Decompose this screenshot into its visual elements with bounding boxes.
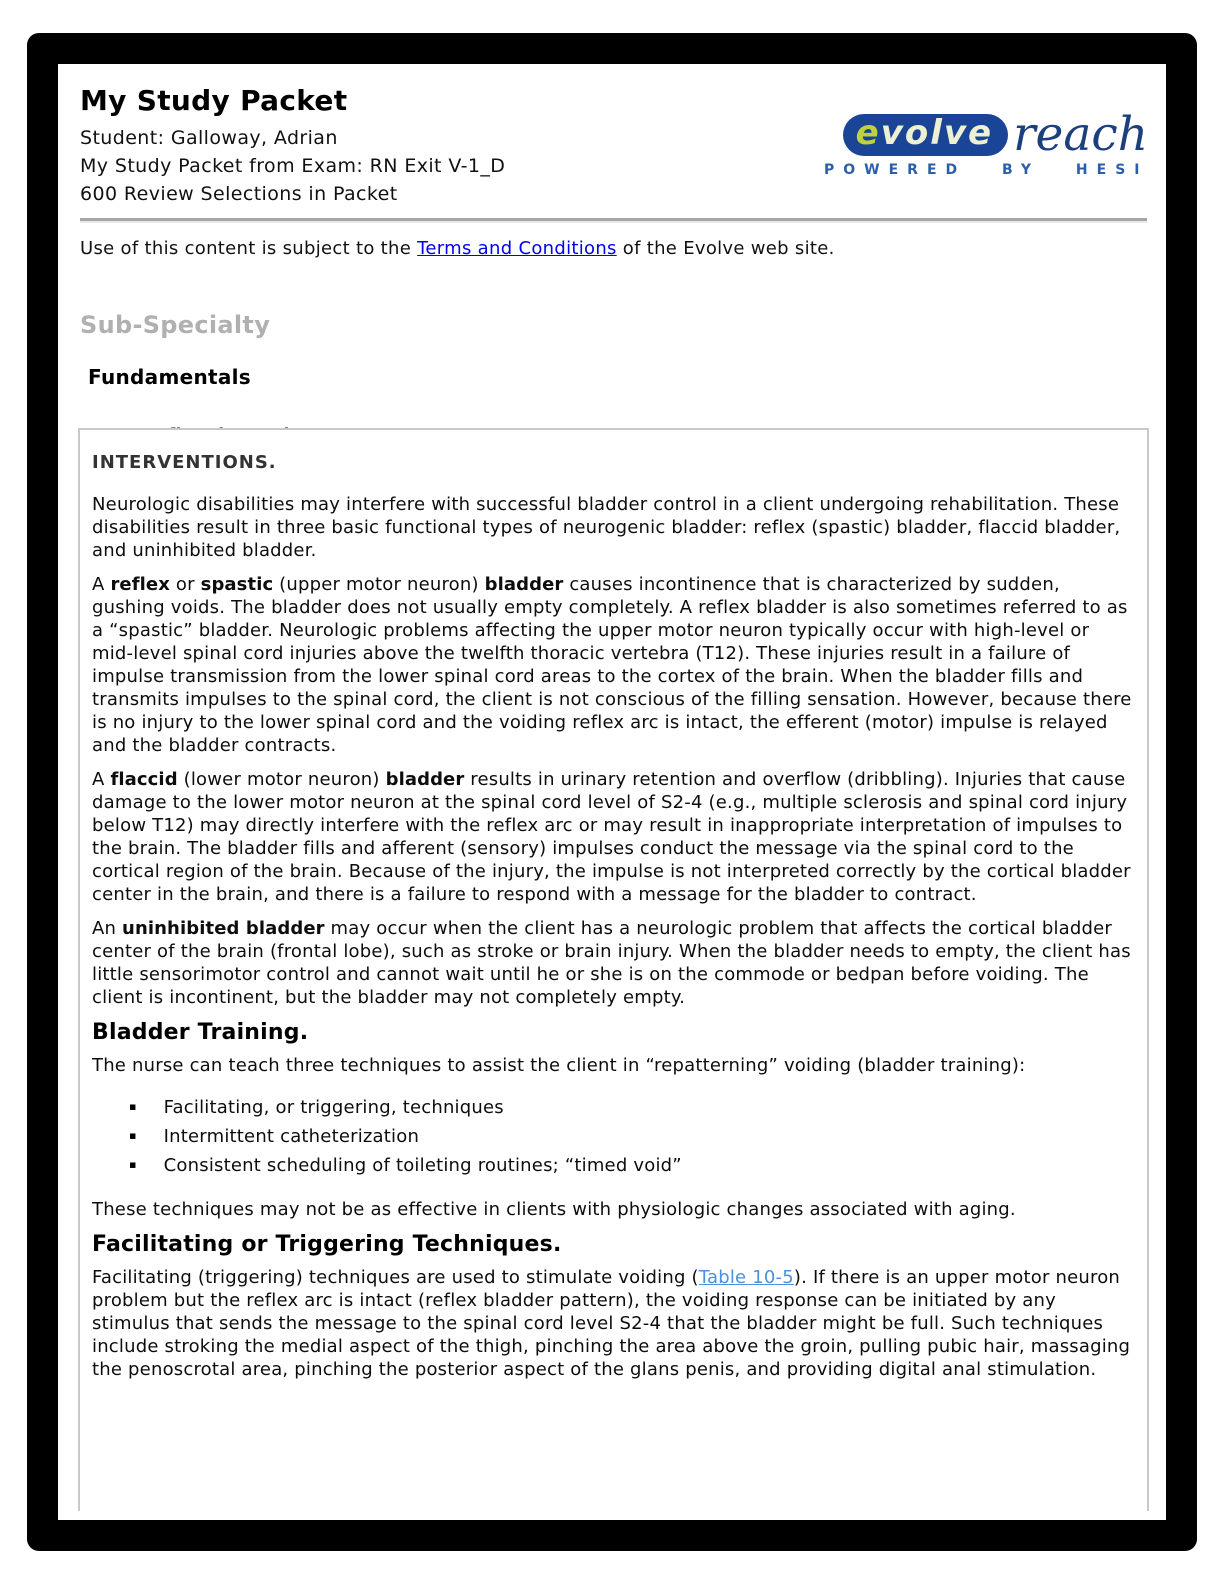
- content-blocks: [92, 493, 1133, 1381]
- text-run: The nurse can teach three techniques to assist the client in “repatterning” voiding (bladder training):: [92, 1055, 1026, 1076]
- evolve-logo-pill: [843, 114, 1008, 156]
- header: [58, 64, 1166, 208]
- text-run: Facilitating (triggering) techniques are used to stimulate voiding (: [92, 1267, 699, 1288]
- text-run: A: [92, 574, 111, 595]
- paragraph: [92, 493, 1133, 562]
- bold-term: spastic: [200, 574, 274, 595]
- list-item: ▪ Intermittent catheterization: [129, 1122, 1133, 1151]
- terms-prefix: Use of this content is subject to the: [80, 238, 418, 259]
- text-run: An: [92, 918, 123, 939]
- list-item: ▪ Consistent scheduling of toileting routines; “timed void”: [129, 1151, 1133, 1180]
- table-10-5-link[interactable]: Table 10-5: [698, 1267, 794, 1288]
- bold-term: bladder: [484, 574, 564, 595]
- interventions-box: [78, 428, 1149, 1511]
- bullet-list: [129, 1093, 1133, 1180]
- terms-and-conditions-link[interactable]: Terms and Conditions: [417, 238, 617, 259]
- student-line: Student: Galloway, Adrian: [80, 127, 338, 149]
- paragraph: [92, 1198, 1133, 1221]
- bold-term: uninhibited bladder: [122, 918, 325, 939]
- terms-suffix: of the Evolve web site.: [616, 238, 835, 259]
- selections-line: 600 Review Selections in Packet: [80, 183, 398, 205]
- list-item: ▪ Facilitating, or triggering, techniques: [129, 1093, 1133, 1122]
- paragraph: [92, 573, 1133, 757]
- text-run: (lower motor neuron): [177, 769, 386, 790]
- paragraph: [92, 768, 1133, 906]
- category-heading: Fundamentals: [88, 365, 252, 389]
- text-run: ). If there is an upper motor neuron problem but the reflex arc is intact (reflex bladder pattern), the voiding response can be initiated by any stimulus that sends the message to the spinal cord level S2-4 that the bladder might be full. Such techniques include stroking the medial aspect of the thigh, pinching the area above the groin, pulling pubic hair, massaging the penoscrotal area, pinching the posterior aspect of the glans penis, and providing digital anal stimulation.: [92, 1267, 1131, 1380]
- text-run: or: [169, 574, 201, 595]
- bold-term: reflex: [110, 574, 170, 595]
- text-run: may occur when the client has a neurologic problem that affects the cortical bladder center of the brain (frontal lobe), such as stroke or brain injury. When the bladder needs to empty, the client has little sensorimotor control and cannot wait until he or she is on the commode or bedpan before voiding. The client is incontinent, but the bladder may not completely empty.: [92, 918, 1131, 1008]
- evolve-logo-rest: volve: [880, 113, 994, 154]
- text-run: results in urinary retention and overflow (dribbling). Injuries that cause damage to the lower motor neuron at the spinal cord level of S2-4 (e.g., multiple sclerosis and spinal cord injury below T12) may directly interfere with the reflex arc or may result in inappropriate interpretation of impulses to the brain. The bladder fills and afferent (sensory) impulses conduct the message via the spinal cord to the cortical region of the brain. Because of the injury, the impulse is not interpreted correctly by the cortical bladder center in the brain, and there is a failure to respond with a message for the bladder to contract.: [92, 769, 1131, 905]
- paragraph: [92, 917, 1133, 1009]
- evolve-reach-wordmark: [816, 107, 1148, 162]
- page-frame: [27, 33, 1197, 1551]
- sub-specialty-heading: Sub-Specialty: [80, 311, 271, 339]
- terms-notice: [80, 238, 1147, 259]
- text-run: causes incontinence that is characterized by sudden, gushing voids. The bladder does not usually empty completely. A reflex bladder is also sometimes referred to as a “spastic” bladder. Neurologic problems affecting the upper motor neuron typically occur with high-level or mid-level spinal cord injuries above the twelfth thoracic vertebra (T12). These injuries result in a failure of impulse transmission from the lower spinal cord areas to the cortex of the brain. When the bladder fills and transmits impulses to the spinal cord, the client is not conscious of the filling sensation. However, because there is no injury to the lower spinal cord and the voiding reflex arc is intact, the efferent (motor) impulse is relayed and the bladder contracts.: [92, 574, 1132, 756]
- header-divider: [80, 218, 1147, 223]
- interventions-label: INTERVENTIONS.: [92, 452, 277, 473]
- evolve-logo-first-letter: e: [855, 113, 881, 154]
- page-content: [58, 64, 1166, 1520]
- page-title: My Study Packet: [80, 84, 348, 117]
- powered-by-hesi-tagline: POWERED BY HESI: [824, 162, 1149, 179]
- text-run: These techniques may not be as effective in clients with physiologic changes associated with aging.: [92, 1199, 1016, 1220]
- exam-line: My Study Packet from Exam: RN Exit V-1_D: [80, 155, 506, 177]
- text-run: (upper motor neuron): [273, 574, 485, 595]
- bold-term: bladder: [385, 769, 465, 790]
- evolve-reach-logo: [816, 107, 1149, 208]
- text-run: Neurologic disabilities may interfere with successful bladder control in a client undergoing rehabilitation. These disabilities result in three basic functional types of neurogenic bladder: reflex (spastic) bladder, flaccid bladder, and uninhibited bladder.: [92, 494, 1121, 561]
- paragraph: [92, 1266, 1133, 1381]
- bold-term: flaccid: [110, 769, 178, 790]
- paragraph: [92, 1054, 1133, 1077]
- section-heading: Bladder Training.: [92, 1020, 309, 1045]
- section-heading: Facilitating or Triggering Techniques.: [92, 1232, 562, 1257]
- text-run: A: [92, 769, 111, 790]
- reach-wordmark: reach: [1013, 107, 1148, 162]
- header-text: [80, 84, 505, 208]
